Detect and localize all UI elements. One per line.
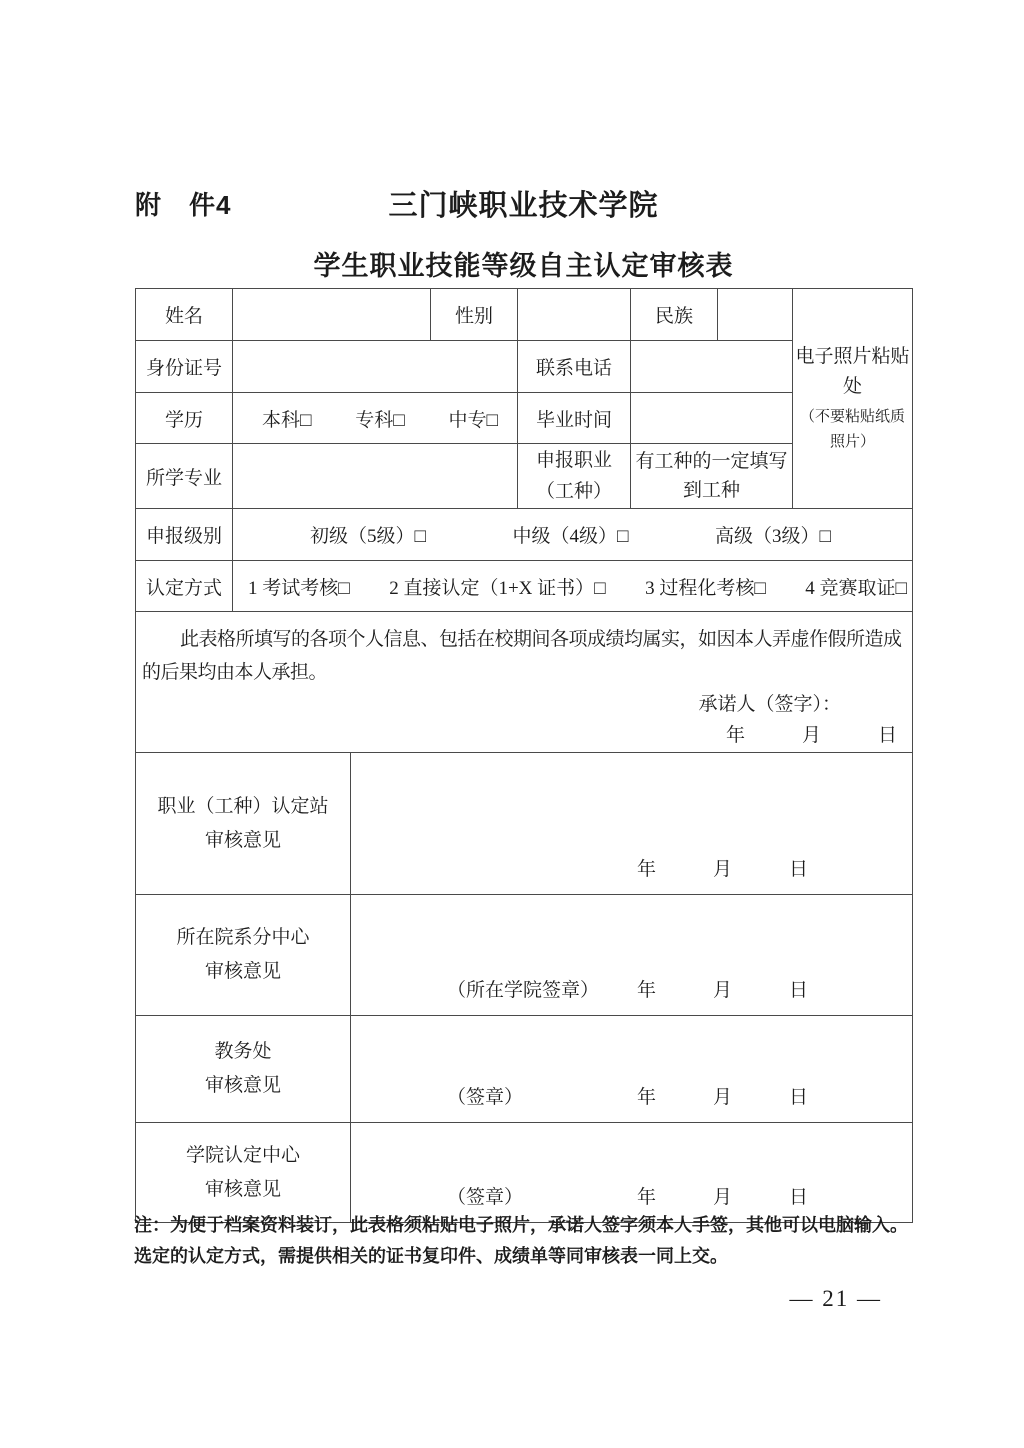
review-department-label (136, 895, 351, 1016)
education-option-zhuanke[interactable]: 专科□ (355, 409, 405, 431)
review-department-stamp-label: （所在学院签章） (447, 980, 600, 1001)
review-table (135, 752, 913, 1223)
review-department-date-placeholder: 年 月 日 (636, 980, 808, 1001)
commitment-date-placeholder: 年 月 日 (725, 725, 897, 746)
major-label: 所学专业 (136, 444, 233, 509)
row-method (136, 561, 913, 612)
major-input-cell[interactable] (233, 444, 518, 509)
method-option-direct[interactable]: 2 直接认定（1+X 证书）□ (389, 577, 606, 599)
review-row-department (136, 895, 913, 1016)
level-label: 申报级别 (136, 509, 233, 561)
form-table (135, 288, 914, 1223)
education-option-zhongzhuan[interactable]: 中专□ (448, 409, 498, 431)
name-label: 姓名 (136, 289, 233, 341)
name-input-cell[interactable] (233, 289, 431, 341)
occupation-label-line1: 申报职业 (535, 450, 612, 471)
review-station-label-line1: 职业（工种）认定站 (157, 795, 329, 817)
commitment-text: 此表格所填写的各项个人信息、包括在校期间各项成绩均属实，如因本人弄虚作假所造成的后果均由本人承担。 (142, 629, 902, 683)
id-number-input-cell[interactable] (233, 341, 518, 393)
level-option-intermediate[interactable]: 中级（4级）□ (512, 526, 629, 547)
education-option-benke[interactable]: 本科□ (262, 409, 312, 431)
occupation-note: 有工种的一定填写到工种 (631, 444, 793, 509)
review-college-center-opinion-cell[interactable] (351, 1123, 913, 1223)
commitment-cell (136, 612, 913, 753)
commitment-signer-label: 承诺人（签字）： (698, 694, 841, 715)
gender-label: 性别 (431, 289, 518, 341)
review-row-station (136, 753, 913, 895)
review-department-label-line2: 审核意见 (204, 961, 281, 982)
photo-paste-area[interactable] (793, 289, 913, 509)
level-option-advanced[interactable]: 高级（3级）□ (715, 526, 831, 547)
review-station-label-line2: 审核意见 (204, 829, 281, 851)
photo-note: （不要粘贴纸质照片） (799, 409, 905, 450)
row-name (136, 289, 913, 341)
review-academic-office-label-line2: 审核意见 (204, 1075, 281, 1096)
method-option-competition[interactable]: 4 竞赛取证□ (805, 577, 907, 599)
photo-title: 电子照片粘贴处 (795, 346, 910, 397)
method-options-cell (233, 561, 913, 612)
page-number: — 21 — (789, 1286, 882, 1311)
header-line (135, 183, 912, 222)
footnote: 注：为便于档案资料装订，此表格须粘贴电子照片，承诺人签字须本人手签，其他可以电脑输入。选定的认定方式，需提供相关的证书复印件、成绩单等同审核表一同上交。 (134, 1215, 908, 1266)
review-academic-office-date-placeholder: 年 月 日 (636, 1087, 808, 1108)
school-name: 三门峡职业技术学院 (388, 190, 659, 222)
review-college-center-label (136, 1123, 351, 1223)
phone-label: 联系电话 (518, 341, 631, 393)
review-college-center-label-line2: 审核意见 (204, 1178, 281, 1200)
education-label: 学历 (136, 393, 233, 444)
phone-input-cell[interactable] (631, 341, 793, 393)
review-department-opinion-cell[interactable] (351, 895, 913, 1016)
level-options-cell (233, 509, 913, 561)
occupation-label-line2: （工种） (535, 481, 612, 502)
method-label: 认定方式 (136, 561, 233, 612)
review-academic-office-stamp-label: （签章） (447, 1087, 524, 1108)
row-commitment (136, 612, 913, 753)
review-academic-office-label (136, 1016, 351, 1123)
student-info-table (135, 288, 913, 753)
review-station-label (136, 753, 351, 895)
ethnicity-input-cell[interactable] (718, 289, 793, 341)
graduation-label: 毕业时间 (518, 393, 631, 444)
gender-input-cell[interactable] (518, 289, 631, 341)
review-department-label-line1: 所在院系分中心 (176, 927, 310, 948)
education-options-cell (233, 393, 518, 444)
review-academic-office-opinion-cell[interactable] (351, 1016, 913, 1123)
id-number-label: 身份证号 (136, 341, 233, 393)
review-row-academic-office (136, 1016, 913, 1123)
method-option-process[interactable]: 3 过程化考核□ (645, 577, 766, 599)
form-title: 学生职业技能等级自主认定审核表 (313, 251, 734, 281)
review-college-center-label-line1: 学院认定中心 (185, 1144, 300, 1166)
review-college-center-stamp-label: （签章） (447, 1187, 524, 1208)
method-option-exam[interactable]: 1 考试考核□ (248, 577, 350, 599)
occupation-label (518, 444, 631, 509)
review-station-date-placeholder: 年 月 日 (636, 859, 808, 880)
ethnicity-label: 民族 (631, 289, 718, 341)
review-row-college-center (136, 1123, 913, 1223)
row-level (136, 509, 913, 561)
level-option-beginner[interactable]: 初级（5级）□ (310, 526, 426, 547)
review-academic-office-label-line1: 教务处 (214, 1041, 272, 1062)
review-college-center-date-placeholder: 年 月 日 (636, 1187, 808, 1208)
graduation-input-cell[interactable] (631, 393, 793, 444)
review-station-opinion-cell[interactable] (351, 753, 913, 895)
attachment-label: 附 件4 (135, 190, 232, 220)
